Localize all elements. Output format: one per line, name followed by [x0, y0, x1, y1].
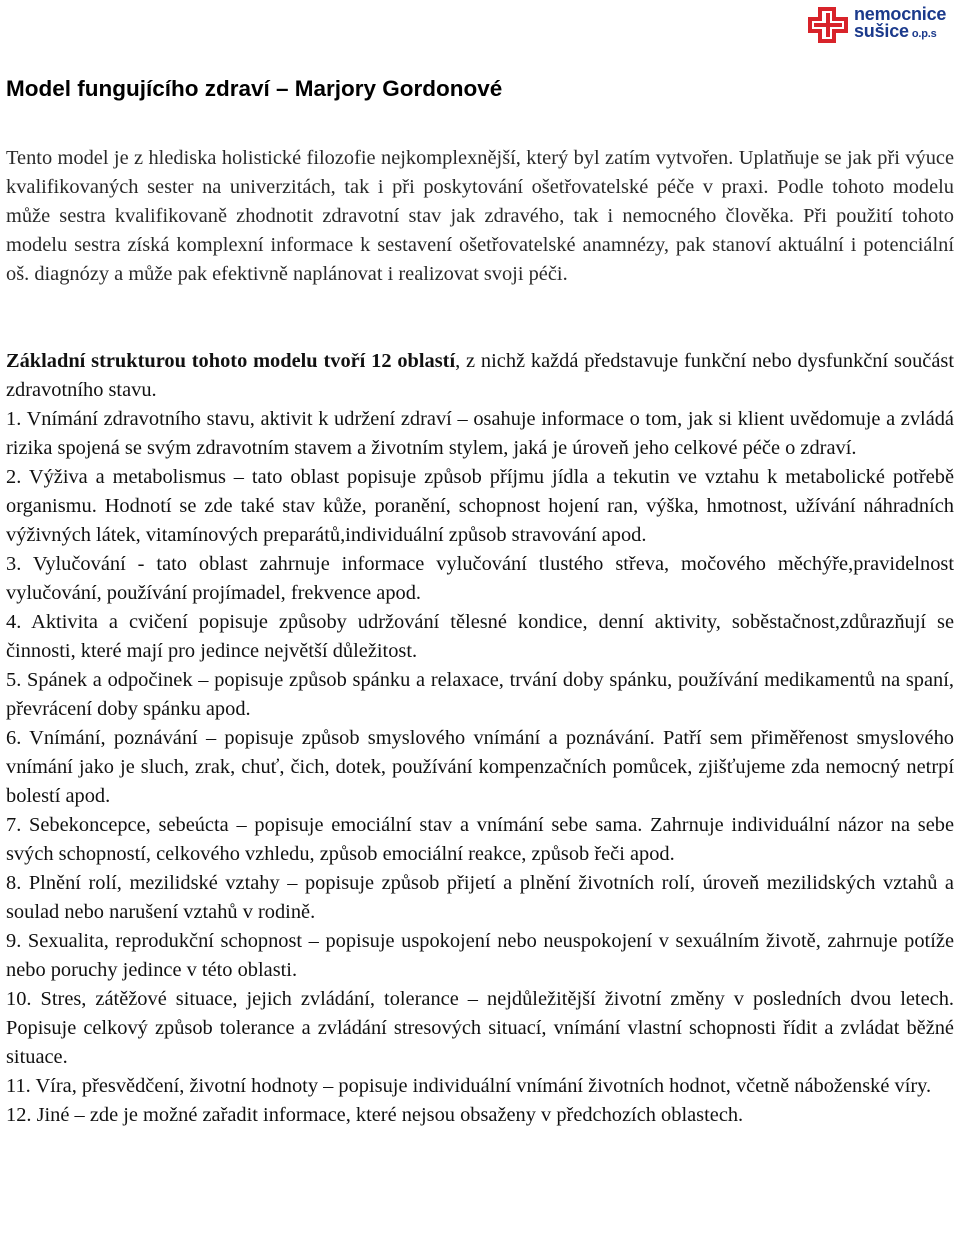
- red-cross-logo-icon: [808, 5, 852, 43]
- area-item-4: 4. Aktivita a cvičení popisuje způsoby udržování tělesné kondice, denní aktivity, soběstačnost,zdůrazňují se činnosti, které mají pro jedince největší důležitost.: [6, 611, 954, 662]
- structure-rest-text: , z nichž každá představuje funkční nebo dysfunkční součást zdravotního stavu.: [6, 350, 955, 401]
- area-item-11: 11. Víra, přesvědčení, životní hodnoty – popisuje individuální vnímání životních hodnot, včetně náboženské víry.: [6, 1075, 932, 1097]
- logo-line2: [854, 20, 946, 43]
- area-item-12: 12. Jiné – zde je možné zařadit informace, které nejsou obsaženy v předchozích oblastech.: [6, 1104, 744, 1126]
- logo-suffix: o.p.s: [911, 27, 937, 40]
- area-item-9: 9. Sexualita, reprodukční schopnost – popisuje uspokojení nebo neuspokojení v sexuálním životě, zahrnuje potíže nebo poruchy jedince v této oblasti.: [6, 930, 954, 981]
- intro-paragraph: Tento model je z hlediska holistické filozofie nejkomplexnější, který byl zatím vytvořen. Uplatňuje se jak při výuce kvalifikovaných sester na univerzitách, tak i při poskytování ošetřovatelské péče v praxi. Podle tohoto modelu může sestra kvalifikovaně zhodnotit zdravotní stav jak zdravého, tak i nemocného člověka. Při použití tohoto modelu sestra získá komplexní informace k sestavení ošetřovatelské anamnézy, pak stanoví aktuální i potenciální oš. diagnózy a může pak efektivně naplánovat i realizovat svoji péči.: [6, 147, 954, 285]
- logo-wordmark: [854, 3, 947, 43]
- area-item-3: 3. Vylučování - tato oblast zahrnuje informace vylučování tlustého střeva, močového měchýře,pravidelnost vylučování, používání projímadel, frekvence apod.: [6, 553, 954, 604]
- area-item-8: 8. Plnění rolí, mezilidské vztahy – popisuje způsob přijetí a plnění životních rolí, úroveň mezilidských vztahů a soulad nebo narušení vztahů v rodině.: [6, 872, 954, 923]
- intro-paragraph-block: [6, 144, 954, 289]
- area-item-10: 10. Stres, zátěžové situace, jejich zvládání, tolerance – nejdůležitější životní změny v posledních dvou letech. Popisuje celkový způsob tolerance a zvládání stresových situací, vnímání vlastní schopnosti řídit a zvládat běžné situace.: [6, 988, 954, 1068]
- document-title: Model fungujícího zdraví – Marjory Gordonové: [6, 76, 503, 101]
- hospital-logo: [808, 4, 954, 44]
- area-item-1: 1. Vnímání zdravotního stavu, aktivit k udržení zdraví – osahuje informace o tom, jak si klient uvědomuje a zvládá rizika spojená se svým zdravotním stavem a životním stylem, jaká je úroveň jeho celkové péče o zdraví.: [6, 408, 954, 459]
- area-item-5: 5. Spánek a odpočinek – popisuje způsob spánku a relaxace, trvání doby spánku, používání medikamentů na spaní, převrácení doby spánku apod.: [6, 669, 954, 720]
- logo-line2-text: sušice: [854, 20, 909, 41]
- logo-line1: nemocnice: [854, 3, 947, 24]
- areas-section: [6, 347, 954, 1130]
- area-item-7: 7. Sebekoncepce, sebeúcta – popisuje emociální stav a vnímání sebe sama. Zahrnuje individuální názor na sebe svých schopností, celkového vzhledu, způsob emociální reakce, způsob řeči apod.: [6, 814, 954, 865]
- area-item-6: 6. Vnímání, poznávání – popisuje způsob smyslového vnímání a poznávání. Patří sem přiměřenost smyslového vnímání jako je sluch, zrak, chuť, čich, dotek, používání kompenzačních pomůcek, zjišťujeme zda nemocný netrpí bolestí apod.: [6, 727, 954, 807]
- structure-paragraph: [6, 347, 954, 405]
- area-item-2: 2. Výživa a metabolismus – tato oblast popisuje způsob příjmu jídla a tekutin ve vztahu k metabolické potřebě organismu. Hodnotí se zde také stav kůže, poranění, schopnost hojení ran, výška, hmotnost, užívání náhradních výživných látek, vitamínových preparátů,individuální způsob stravování apod.: [6, 466, 954, 546]
- structure-bold-text: Základní strukturou tohoto modelu tvoří 12 oblastí: [6, 350, 456, 372]
